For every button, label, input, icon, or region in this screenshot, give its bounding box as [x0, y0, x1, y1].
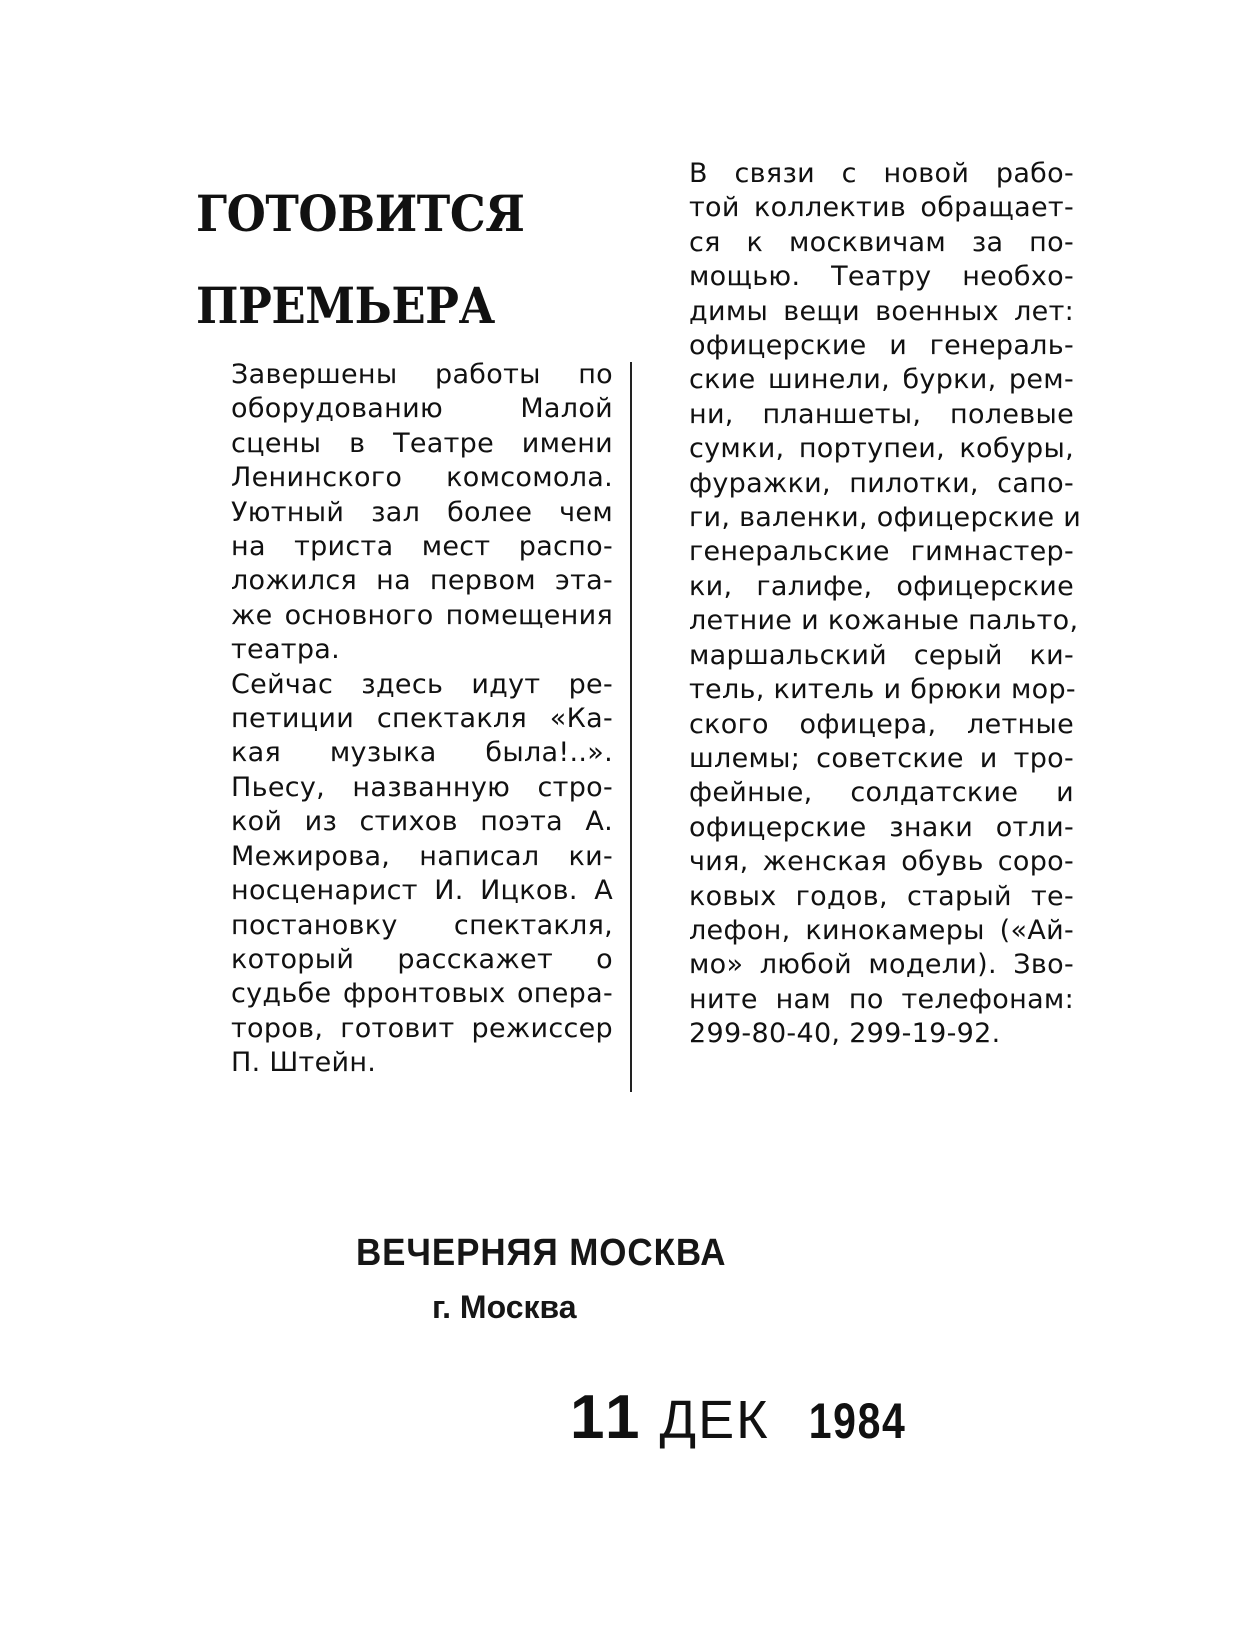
- text-line: П. Штейн.: [231, 1047, 377, 1079]
- text-line: фуражки, пилотки, сапо-: [689, 467, 1074, 499]
- text-line: тель, китель и брюки мор-: [689, 674, 1076, 706]
- text-line: летние и кожаные пальто,: [689, 605, 1079, 637]
- headline-line: ГОТОВИТСЯ: [196, 184, 525, 243]
- stamp-date-day: 11: [570, 1383, 644, 1452]
- text-line: мощью. Театру необхо-: [689, 261, 1074, 293]
- text-line: димы вещи военных лет:: [689, 295, 1074, 327]
- text-line: же основного помещения: [231, 599, 613, 631]
- text-line: шлемы; советские и тро-: [689, 742, 1074, 774]
- paragraph: [651, 157, 1082, 1052]
- text-line: петиции спектакля «Ка-: [231, 703, 613, 735]
- text-line: Ленинского комсомола.: [231, 462, 613, 494]
- text-line: Пьесу, названную стро-: [231, 771, 613, 803]
- text-line: лефон, кинокамеры («Ай-: [689, 914, 1074, 946]
- paragraph: [193, 358, 613, 668]
- text-line: ся к москвичам за по-: [689, 226, 1074, 258]
- text-line: Межирова, написал ки-: [231, 840, 613, 872]
- text-line: мо» любой модели). Зво-: [689, 949, 1074, 981]
- text-line: театра.: [231, 634, 340, 666]
- text-line: В связи с новой рабо-: [689, 158, 1074, 189]
- column-divider: [630, 362, 632, 1092]
- text-line: Завершены работы по: [231, 359, 613, 390]
- text-line: кая музыка была!..».: [231, 737, 613, 769]
- stamp-date: [570, 1382, 917, 1453]
- text-line: сцены в Театре имени: [231, 427, 613, 459]
- text-line: ки, галифе, офицерские: [689, 570, 1074, 602]
- text-line: Сейчас здесь идут ре-: [231, 668, 613, 700]
- text-line: который расскажет о: [231, 943, 613, 975]
- headline-line: ПРЕМЬЕРА: [196, 276, 495, 335]
- text-line: кой из стихов поэта А.: [231, 806, 613, 838]
- text-line: ните нам по телефонам:: [689, 983, 1074, 1015]
- text-line: Уютный зал более чем: [231, 496, 613, 528]
- text-line: торов, готовит режиссер: [231, 1012, 613, 1044]
- text-line: постановку спектакля,: [231, 909, 613, 941]
- stamp-newspaper-name: ВЕЧЕРНЯЯ МОСКВА: [356, 1232, 727, 1274]
- text-line: на триста мест распо-: [231, 531, 613, 563]
- text-line: ги, валенки, офицерские и: [689, 502, 1082, 534]
- left-column: [193, 358, 613, 1081]
- text-line: ни, планшеты, полевые: [689, 398, 1074, 430]
- text-line: офицерские и генераль-: [689, 330, 1074, 362]
- text-line: ского офицера, летные: [689, 708, 1074, 740]
- text-line: носценарист И. Ицков. А: [231, 875, 613, 907]
- stamp-date-year: 1984: [808, 1393, 907, 1449]
- right-column: [651, 157, 1082, 1052]
- text-line: офицерские знаки отли-: [689, 811, 1074, 843]
- text-line: ские шинели, бурки, рем-: [689, 364, 1074, 396]
- paragraph: [193, 668, 613, 1081]
- text-line: 299-80-40, 299-19-92.: [689, 1018, 1001, 1050]
- text-line: ковых годов, старый те-: [689, 880, 1074, 912]
- headline: [196, 168, 574, 352]
- text-line: судьбе фронтовых опера-: [231, 978, 613, 1010]
- text-line: сумки, портупеи, кобуры,: [689, 433, 1074, 465]
- text-line: чия, женская обувь соро-: [689, 846, 1074, 878]
- text-line: той коллектив обращает-: [689, 192, 1074, 224]
- stamp-date-month: ДЕК: [659, 1390, 770, 1450]
- text-line: маршальский серый ки-: [689, 639, 1074, 671]
- text-line: генеральские гимнастер-: [689, 536, 1074, 568]
- text-line: ложился на первом эта-: [231, 565, 613, 597]
- text-line: фейные, солдатские и: [689, 777, 1074, 809]
- stamp-city: г. Москва: [432, 1289, 577, 1325]
- text-line: оборудованию Малой: [231, 393, 613, 425]
